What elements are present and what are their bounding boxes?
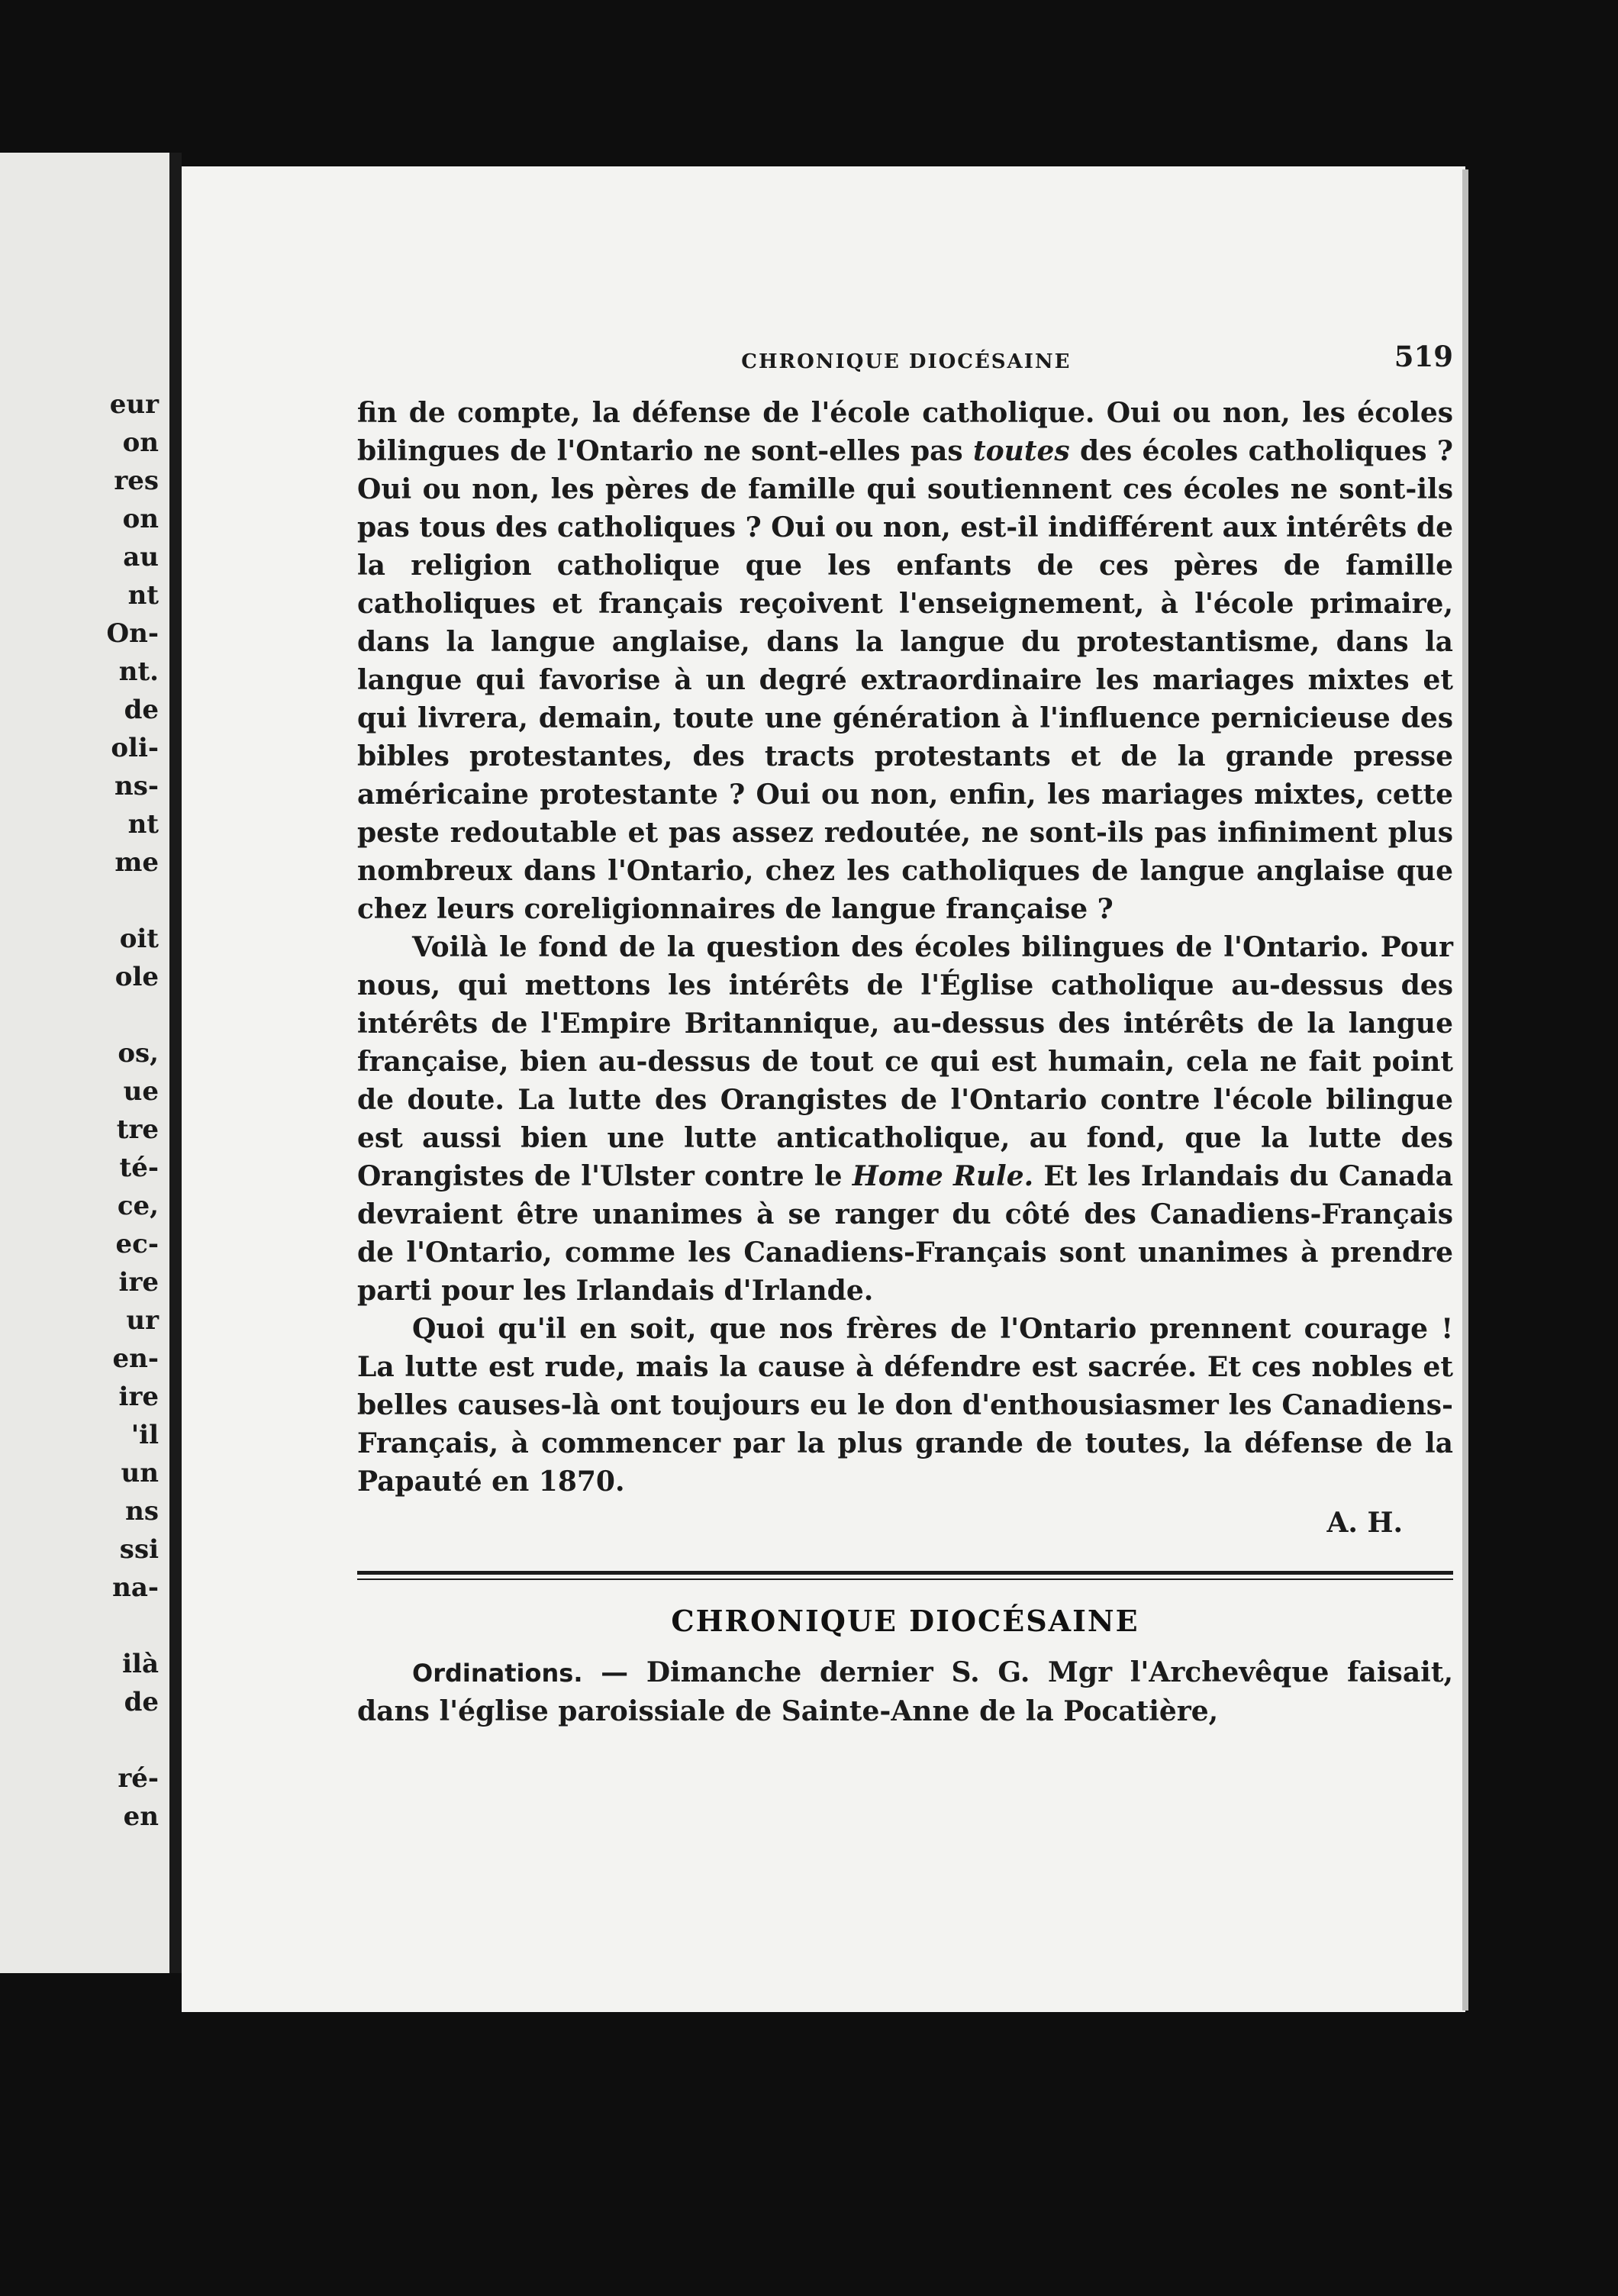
paragraph-2: Voilà le fond de la question des écoles bilingues de l'Ontario. Pour nous, qui mettons les intérêts de l'Église catholique au-dessus des intérêts de l'Empire Britannique, au-dessus des intérêts de la langue française, bien au-dessus de tout ce qui est humain, cela ne fait point de doute. La lutte des Orangistes de l'Ontario contre l'école bilingue est aussi bien une lutte anticatholique, au fond, que la lutte des Orangistes de l'Ulster contre le Home Rule. Et les Irlandais du Canada devraient être unanimes à se ranger du côté des Canadiens-Français de l'Ontario, comme les Canadiens-Français sont unanimes à prendre parti pour les Irlandais d'Irlande. xyxy=(357,931,1453,1307)
left-page-fragment: tre xyxy=(116,1114,159,1145)
left-page-fragment: 'il xyxy=(131,1420,159,1450)
left-page-fragment: ré- xyxy=(118,1763,159,1794)
left-page-fragment: ec- xyxy=(115,1229,159,1259)
paragraph-1: fin de compte, la défense de l'école catholique. Oui ou non, les écoles bilingues de l'Ontario ne sont-elles pas toutes des écoles catholiques ? Oui ou non, les pères de famille qui soutiennent ces écoles ne sont-ils pas tous des catholiques ? Oui ou non, est-il indifférent aux intérêts de la religion catholique que les enfants de ces pères de famille catholiques et français reçoivent l'enseignement, à l'école primaire, dans la langue anglaise, dans la langue du protestantisme, dans la langue qui favorise à un degré extraordinaire les mariages mixtes et qui livrera, demain, toute une génération à l'influence pernicieuse des bibles protestantes, des tracts protestants et de la grande presse américaine protestante ? Oui ou non, enfin, les mariages mixtes, cette peste redoutable et pas assez redoutée, ne sont-ils pas infiniment plus nombreux dans l'Ontario, chez les catholiques de langue anglaise que chez leurs coreligionnaires de langue française ? xyxy=(357,397,1453,925)
left-page-fragment: au xyxy=(123,542,159,572)
left-page-fragment: oit xyxy=(119,924,159,954)
left-page-fragment: té- xyxy=(119,1153,159,1183)
author-signature: A. H. xyxy=(1326,1507,1403,1539)
running-head: CHRONIQUE DIOCÉSAINE xyxy=(741,350,1072,373)
left-page-fragment: ns xyxy=(125,1496,159,1527)
left-page-fragment: eur xyxy=(109,389,159,420)
left-page-fragment: me xyxy=(114,847,159,878)
left-page-fragment: on xyxy=(122,427,159,458)
left-page-fragment: ire xyxy=(118,1267,159,1298)
left-page-fragment: ce, xyxy=(117,1191,159,1221)
emphasis-home-rule: Home Rule. xyxy=(852,1160,1034,1192)
left-page-fragment: de xyxy=(124,1687,159,1717)
book-gutter xyxy=(169,153,182,1973)
left-page-fragment: on xyxy=(122,504,159,534)
left-page-fragment: On- xyxy=(106,618,159,649)
left-page-fragment: ilà xyxy=(122,1649,159,1679)
section-title: CHRONIQUE DIOCÉSAINE xyxy=(671,1604,1139,1638)
paragraph-3: Quoi qu'il en soit, que nos frères de l'Ontario prennent courage ! La lutte est rude, mais la cause à défendre est sacrée. Et ces nobles et belles causes-là ont toujours eu le don d'enthousiasmer les Canadiens-Français, à commencer par la plus grande de toutes, la défense de la Papauté en 1870. xyxy=(357,1313,1453,1498)
left-page-fragment: nt. xyxy=(118,656,159,687)
article-body xyxy=(357,394,1453,1501)
section-body xyxy=(357,1653,1453,1730)
ordinations-paragraph: Ordinations. — Dimanche dernier S. G. Mgr l'Archevêque faisait, dans l'église paroissiale de Sainte-Anne de la Pocatière, xyxy=(357,1656,1453,1727)
left-page-fragment: ns- xyxy=(114,771,159,801)
left-page-fragment: un xyxy=(121,1458,159,1488)
left-page-fragment: na- xyxy=(112,1572,159,1603)
left-page-fragment: ssi xyxy=(119,1534,159,1565)
left-page-fragment: oli- xyxy=(111,733,159,763)
left-page-fragment: ur xyxy=(126,1305,159,1336)
left-page-fragment: ire xyxy=(118,1382,159,1412)
left-page-fragment: en xyxy=(123,1801,159,1832)
left-page-fragment: os, xyxy=(118,1038,159,1069)
left-page-fragment: de xyxy=(124,695,159,725)
left-page-fragment: res xyxy=(114,466,159,496)
page-edge-shadow xyxy=(1462,169,1468,2011)
left-page-fragment: en- xyxy=(112,1343,159,1374)
section-divider-thick xyxy=(357,1571,1453,1575)
book-page xyxy=(182,166,1465,2012)
left-page-fragment: nt xyxy=(127,580,159,611)
left-facing-page xyxy=(0,153,169,1973)
page-number: 519 xyxy=(1394,340,1453,373)
left-page-fragment: ue xyxy=(123,1076,159,1107)
left-page-fragment: nt xyxy=(127,809,159,840)
left-page-fragment: ole xyxy=(114,962,159,992)
section-divider-thin xyxy=(357,1578,1453,1580)
run-in-heading: Ordinations. xyxy=(412,1659,583,1688)
page-header xyxy=(357,338,1453,373)
emphasis-toutes: toutes xyxy=(973,435,1070,467)
